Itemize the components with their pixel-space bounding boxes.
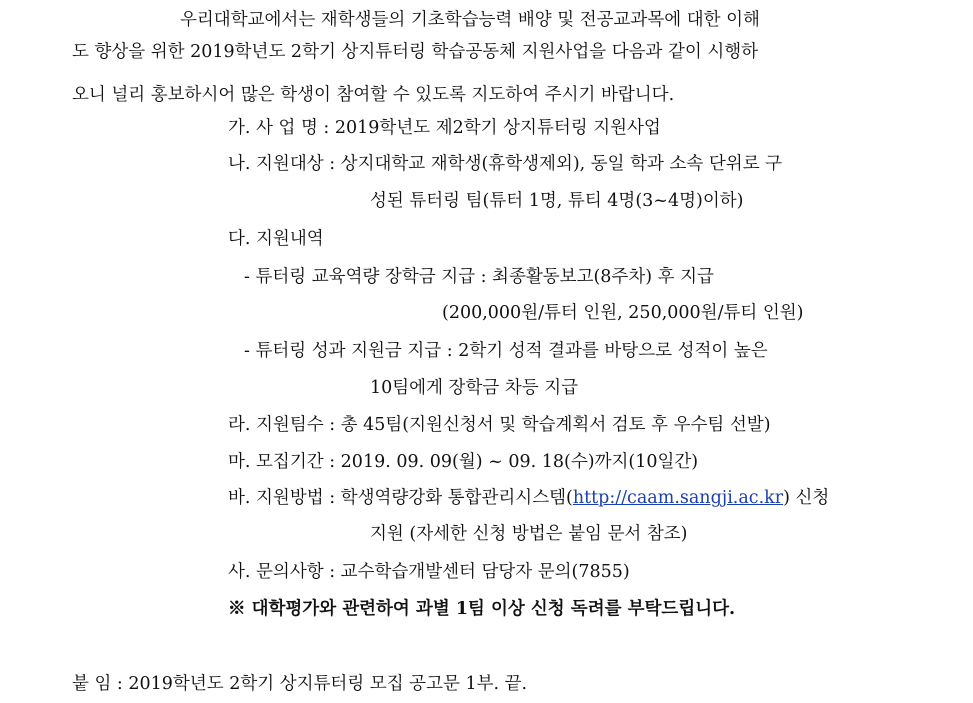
caam-link[interactable]: http://caam.sangji.ac.kr: [572, 488, 784, 508]
intro-line-1: 우리대학교에서는 재학생들의 기초학습능력 배양 및 전공교과목에 대한 이해: [180, 10, 760, 30]
item-da-scholarship: - 튜터링 교육역량 장학금 지급 : 최종활동보고(8주차) 후 지급: [244, 267, 714, 287]
item-sa-inquiry: 사. 문의사항 : 교수학습개발센터 담당자 문의(7855): [228, 562, 630, 582]
item-na-target-line-1: 나. 지원대상 : 상지대학교 재학생(휴학생제외), 동일 학과 소속 단위로 구: [228, 154, 783, 174]
item-da-performance-line-1: - 튜터링 성과 지원금 지급 : 2학기 성적 결과를 바탕으로 성적이 높은: [244, 341, 768, 361]
item-ra-team-count: 라. 지원팀수 : 총 45팀(지원신청서 및 학습계획서 검토 후 우수팀 선발): [228, 415, 771, 435]
intro-line-3: 오니 널리 홍보하시어 많은 학생이 참여할 수 있도록 지도하여 주시기 바랍니다.: [72, 85, 675, 105]
item-ba-method-line-2: 지원 (자세한 신청 방법은 붙임 문서 참조): [370, 524, 688, 544]
intro-line-2: 도 향상을 위한 2019학년도 2학기 상지튜터링 학습공동체 지원사업을 다음과 같이 시행하: [72, 42, 759, 62]
item-da-performance-line-2: 10팀에게 장학금 차등 지급: [370, 378, 579, 398]
item-ba-method-line-1: [228, 487, 829, 509]
item-ba-suffix: ) 신청: [783, 488, 830, 508]
attachment-line: 붙 임 : 2019학년도 2학기 상지튜터링 모집 공고문 1부. 끝.: [72, 674, 528, 694]
item-da-scholarship-amount: (200,000원/튜터 인원, 250,000원/튜티 인원): [442, 303, 804, 323]
item-ma-period: 마. 모집기간 : 2019. 09. 09(월) ~ 09. 18(수)까지(10일간): [228, 452, 699, 472]
item-ba-prefix: 바. 지원방법 : 학생역량강화 통합관리시스템(: [228, 488, 573, 508]
item-na-target-line-2: 성된 튜터링 팀(튜터 1명, 튜티 4명(3~4명)이하): [370, 191, 744, 211]
item-da-support-header: 다. 지원내역: [228, 229, 324, 249]
notice-emphasis: ※ 대학평가와 관련하여 과별 1팀 이상 신청 독려를 부탁드립니다.: [228, 599, 736, 619]
item-ga-project-name: 가. 사 업 명 : 2019학년도 제2학기 상지튜터링 지원사업: [228, 118, 661, 138]
